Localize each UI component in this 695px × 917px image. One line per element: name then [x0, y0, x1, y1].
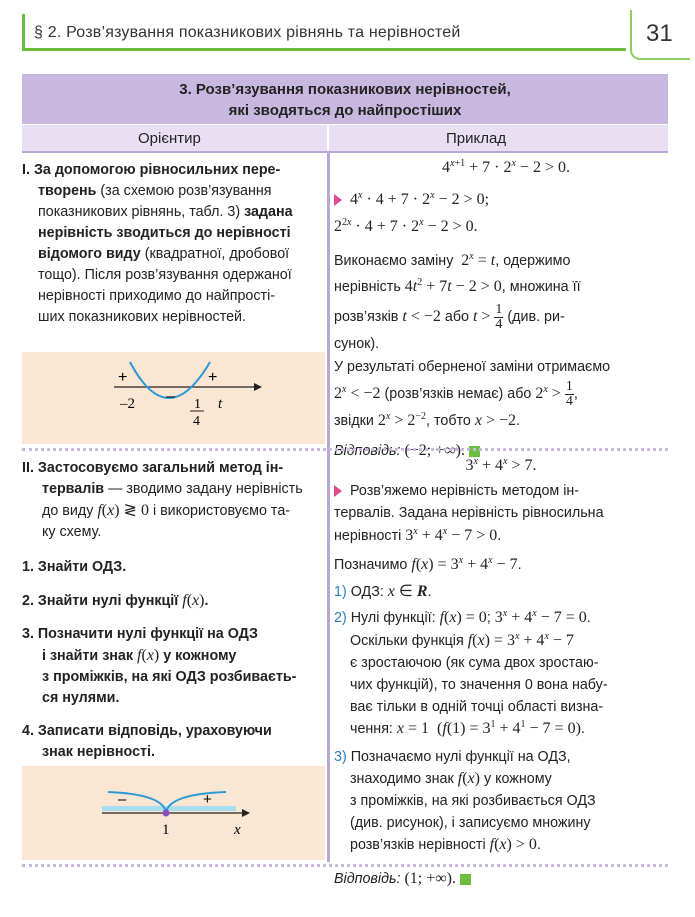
ex1-equation: $4^{x+1} + 7 \cdot 2^x - 2 > 0$. [442, 158, 570, 176]
zero-point [163, 810, 170, 817]
ex1-line3: $2^{2x} \cdot 4 + 7 \cdot 2^x - 2 > 0$. [334, 217, 478, 235]
ex2-answer: Відповідь: (1; +∞). [334, 868, 668, 890]
section-divider [22, 448, 668, 451]
part1-example: $4^{x+1} + 7 \cdot 2^x - 2 > 0$. $4^x \cdot 4 + 7 \cdot 2^x - 2 > 0$; $2^{2x} \cdot 4 + 7 \cdot 2^x - 2 > 0$. Виконаємо заміну $2^x = t$, одержимо нерівність $4t^2 + 7t - 2 > 0$, множина її розв’язків t < −2 або t > $\frac{1}{4}$ (див. ри- сунок). У результаті оберненої заміни отримаємо $2^x < -2$ (розв’язків немає) або $2^x$ > $\frac{1}{4}$ , звідки $2^x > 2^{-2}$, тобто x > −2. Відповідь: (−2; +∞). [334, 156, 668, 462]
page-number: 31 [646, 20, 673, 47]
step-arrow-icon [334, 194, 342, 206]
sign-plus-right: + [208, 369, 218, 386]
ex2-equation: $3^x + 4^x > 7$. [465, 456, 537, 474]
interval-sign-chart [22, 766, 325, 860]
page-header [0, 0, 695, 64]
root-left: –2 [120, 396, 135, 412]
part2-example: $3^x + 4^x > 7$. Розв’яжемо нерівність методом ін- тервалів. Задана нерівність рівносильна нерівності $3^x + 4^x - 7 > 0$. Позначимо $f(x) = 3^x + 4^x - 7$. 1) ОДЗ: x ∈ R. 2) Нулі функції: f(x) = 0; $3^x + 4^x - 7 = 0$. Оскільки функція $f(x) = 3^x + 4^x - 7$ є зростаючою (як сума двох зростаю- чих функцій), то значення 0 вона набу- ває тільки в одній точці області визна- чення: x = 1 $(f(1) = 3^1 + 4^1 - 7 = 0)$. 3) Позначаємо нулі функції на ОДЗ, знаходимо знак f(x) у кожному з проміжків, на які розбивається ОДЗ (див. рисунок), і записуємо множину розв’язків нерівності f(x) > 0. Відповідь: (1; +∞). [334, 454, 668, 890]
section-title: § 2. Розв’язування показникових рівнянь та нерівностей [34, 24, 461, 41]
step-arrow-icon [334, 485, 342, 497]
column-headers [22, 124, 668, 152]
end-mark-icon [460, 874, 471, 885]
sign-minus: – [118, 791, 127, 808]
sign-plus-left: + [118, 369, 128, 386]
page-number-box [630, 10, 690, 60]
root-right-num: 1 [194, 397, 201, 412]
axis-arrow [242, 809, 250, 817]
part2-sign-diagram [22, 766, 325, 860]
table-header [22, 74, 668, 152]
root-right-den: 4 [193, 414, 200, 429]
col-header-right: Приклад [446, 130, 507, 147]
part1-guide: I. За допомогою рівносильних пере- творень (за схемою розв’язування показникових рівнянь, табл. 3) задана нерівність зводиться до нерівності відомого виду (квадратної, дробової тощо). Після розв’язування одержаної нерівності приходимо до найпрості- ших показникових нерівностей. [22, 162, 293, 325]
axis-var: x [234, 822, 241, 838]
col-header-left: Орієнтир [138, 130, 201, 147]
sign-plus: + [203, 791, 212, 808]
table-bottom-divider [22, 864, 668, 867]
ex1-line2: $4^x \cdot 4 + 7 \cdot 2^x - 2 > 0$; [334, 186, 668, 214]
part1-sign-diagram [22, 352, 325, 444]
part2-guide: II. Застосовуємо загальний метод ін- тервалів — зводимо задану нерівність до виду f(x) ≷ 0 і використовуємо та- ку схему. 1. Знайти ОДЗ. 2. Знайти нулі функції f(x). 3. Позначити нулі функції на ОДЗ і знайти знак f(x) у кожному з проміжків, на які ОДЗ розбиваєть- ся нулями. 4. Записати відповідь, ураховуючи знак нерівності. [22, 460, 303, 760]
table-title-line1: 3. Розв’язування показникових нерівностей, [179, 81, 511, 98]
table-title [22, 74, 668, 124]
header-bottom-rule [22, 48, 626, 51]
ex1-answer: Відповідь: (−2; +∞). [334, 440, 668, 462]
column-divider [327, 152, 330, 862]
axis-arrow [254, 383, 262, 391]
table-title-line2: які зводяться до найпростіших [228, 102, 462, 119]
zero-label: 1 [162, 822, 170, 838]
sign-minus: – [166, 388, 175, 405]
parabola-sign-chart [22, 352, 325, 444]
axis-var: t [218, 396, 223, 412]
header-rule [22, 151, 668, 153]
header-left-rule [22, 14, 25, 50]
